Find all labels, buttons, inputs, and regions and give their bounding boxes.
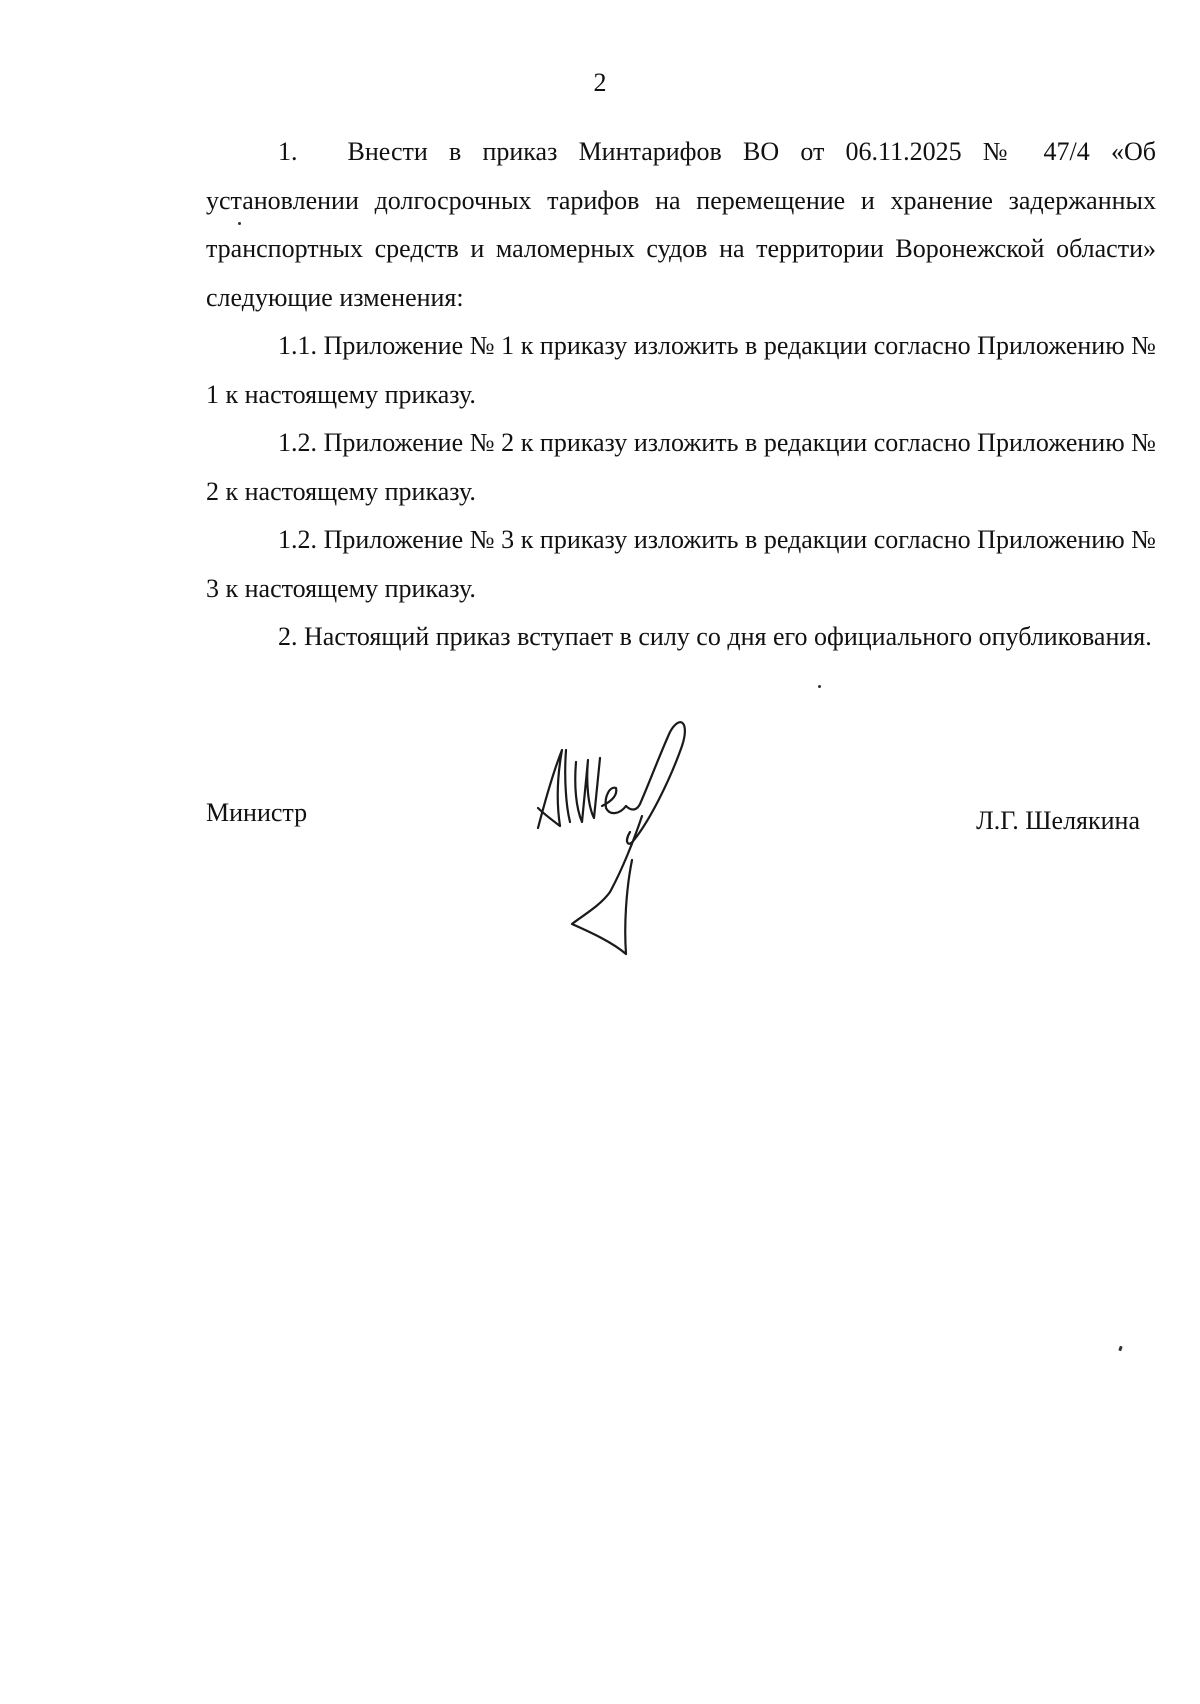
paragraph-1-number: 1. [278, 137, 298, 166]
signature-block [0, 700, 1200, 980]
paragraph-1-2-second: 1.2. Приложение № 3 к приказу изложить в редакции согласно Приложению № 3 к настоящему приказу. [206, 525, 1156, 603]
document-body [206, 128, 1156, 662]
scan-speck [818, 685, 821, 688]
scan-speck [1118, 1346, 1123, 1352]
page-number: 2 [593, 68, 607, 97]
paragraph-1-2: 1.2. Приложение № 2 к приказу изложить в редакции согласно Приложению № 2 к настоящему приказу. [206, 428, 1156, 506]
paragraph-1-1: 1.1. Приложение № 1 к приказу изложить в редакции согласно Приложению № 1 к настоящему приказу. [206, 331, 1156, 409]
scan-speck [238, 222, 241, 225]
paragraph-1-text: Внести в приказ Минтарифов ВО от 06.11.2025 № 47/4 «Об установлении долгосрочных тарифов на перемещение и хранение задержанных транспортных средств и маломерных судов на территории Воронежской области» следующие изменения: [206, 137, 1156, 312]
handwritten-signature [530, 710, 730, 960]
paragraph-2: 2. Настоящий приказ вступает в силу со дня его официального опубликования. [278, 622, 1152, 651]
signer-name: Л.Г. Шелякина [976, 806, 1140, 835]
paragraph-1 [206, 128, 1156, 322]
signer-position: Министр [206, 798, 308, 827]
